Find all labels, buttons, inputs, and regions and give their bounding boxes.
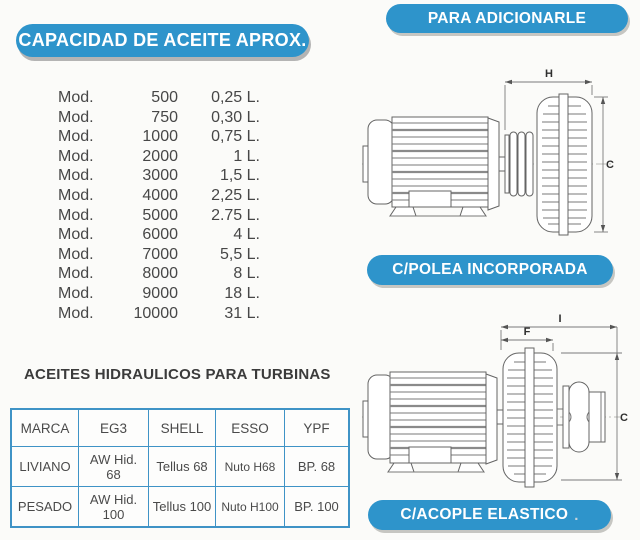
capacity-model-label: Mod. xyxy=(58,226,94,244)
drum-center-band xyxy=(525,348,534,487)
motor-foot xyxy=(388,463,414,472)
capacity-row xyxy=(58,166,260,186)
capacity-model-label: Mod. xyxy=(58,245,94,263)
capacity-liters: 2.75 L. xyxy=(211,206,260,224)
oils-header-shell: SHELL xyxy=(149,409,216,447)
dimension-f xyxy=(501,326,553,351)
dim-label-i: I xyxy=(558,313,562,325)
motor-foot xyxy=(390,207,416,216)
capacity-liters: 4 L. xyxy=(233,226,260,244)
oils-cell: BP. 100 xyxy=(285,487,350,528)
oils-header-esso: ESSO xyxy=(216,409,285,447)
oils-cell: AW Hid. 68 xyxy=(79,447,149,487)
capacity-model-number: 8000 xyxy=(142,265,178,283)
capacity-liters: 5,5 L. xyxy=(219,245,260,263)
oils-header-row xyxy=(11,409,349,447)
capacity-model-label: Mod. xyxy=(58,108,94,126)
banner-top-label: PARA ADICIONARLE xyxy=(427,9,587,27)
capacity-table xyxy=(58,88,260,323)
oils-cell: Tellus 68 xyxy=(149,447,216,487)
dimension-c xyxy=(594,97,614,232)
capacity-row xyxy=(58,284,260,304)
polea-incorporada-banner xyxy=(367,255,613,285)
banner-middle-label: C/POLEA INCORPORADA xyxy=(392,261,588,278)
para-adicionarle-banner xyxy=(386,4,628,33)
capacity-row xyxy=(58,108,260,128)
oils-row-liviano xyxy=(11,447,349,487)
dim-label-h: H xyxy=(545,68,553,80)
elastic-coupling-drawing xyxy=(557,382,605,452)
oils-header-eg3: EG3 xyxy=(79,409,149,447)
capacity-model-label: Mod. xyxy=(58,265,94,283)
oils-row-pesado xyxy=(11,487,349,528)
capacity-liters: 31 L. xyxy=(224,304,260,322)
dim-label-f: F xyxy=(523,326,531,338)
oils-table xyxy=(10,408,350,528)
drum-center-band xyxy=(559,94,568,235)
capacity-model-number: 5000 xyxy=(142,206,178,224)
capacity-model-number: 1000 xyxy=(142,128,178,146)
capacity-model-label: Mod. xyxy=(58,304,94,322)
oils-cell: Nuto H68 xyxy=(216,447,285,487)
motor-drawing xyxy=(363,372,503,472)
capacity-model-label: Mod. xyxy=(58,186,94,204)
capacity-model-number: 10000 xyxy=(133,304,178,322)
oils-header-marca: MARCA xyxy=(11,409,79,447)
capacity-liters: 0,75 L. xyxy=(211,128,260,146)
coupling-hub xyxy=(589,392,605,442)
motor-drawing xyxy=(363,117,505,216)
turbine-drum-drawing xyxy=(537,94,592,235)
dim-label-c: C xyxy=(606,159,614,171)
capacity-liters: 2,25 L. xyxy=(211,186,260,204)
banner-bottom-dot: . xyxy=(574,506,579,524)
coupling-body xyxy=(569,382,589,452)
oils-section-title: ACEITES HIDRAULICOS PARA TURBINAS xyxy=(24,366,331,383)
oils-cell: Tellus 100 xyxy=(149,487,216,528)
capacity-liters: 8 L. xyxy=(233,265,260,283)
capacity-liters: 18 L. xyxy=(224,284,260,302)
dim-label-c: C xyxy=(620,412,628,424)
shaft xyxy=(497,410,503,424)
capacity-model-number: 4000 xyxy=(142,186,178,204)
capacity-liters: 0,30 L. xyxy=(211,108,260,126)
capacity-row xyxy=(58,186,260,206)
capacity-row xyxy=(58,304,260,324)
capacity-model-label: Mod. xyxy=(58,89,94,106)
capacity-model-number: 7000 xyxy=(142,245,178,263)
motor-foot xyxy=(460,207,486,216)
pulley-drawing xyxy=(505,132,533,196)
capacity-liters: 1 L. xyxy=(233,147,260,165)
capacity-model-number: 2000 xyxy=(142,147,178,165)
motor-with-elastic-coupling-diagram xyxy=(362,300,628,495)
coupling-flange xyxy=(563,386,569,448)
capacity-model-label: Mod. xyxy=(58,167,94,185)
capacity-title: CAPACIDAD DE ACEITE APROX. xyxy=(18,30,307,50)
banner-bottom-label: C/ACOPLE ELASTICO xyxy=(400,506,569,523)
capacity-model-label: Mod. xyxy=(58,284,94,302)
capacity-row xyxy=(58,88,260,108)
capacity-row xyxy=(58,127,260,147)
oils-cell: PESADO xyxy=(11,487,79,528)
capacity-model-label: Mod. xyxy=(58,206,94,224)
oils-cell: LIVIANO xyxy=(11,447,79,487)
oils-cell: AW Hid. 100 xyxy=(79,487,149,528)
capacity-row xyxy=(58,264,260,284)
capacity-row xyxy=(58,245,260,265)
capacity-liters: 0,25 L. xyxy=(211,89,260,106)
dimension-i xyxy=(501,313,617,350)
acople-elastico-banner xyxy=(368,500,611,530)
shaft xyxy=(499,157,505,171)
capacity-title-banner xyxy=(16,24,309,57)
capacity-model-number: 3000 xyxy=(142,167,178,185)
motor-with-pulley-diagram xyxy=(362,58,616,243)
oils-cell: Nuto H100 xyxy=(216,487,285,528)
capacity-model-number: 9000 xyxy=(142,284,178,302)
motor-foot xyxy=(458,463,484,472)
capacity-row xyxy=(58,206,260,226)
capacity-model-label: Mod. xyxy=(58,128,94,146)
capacity-row xyxy=(58,225,260,245)
capacity-model-label: Mod. xyxy=(58,147,94,165)
capacity-row xyxy=(58,147,260,167)
capacity-model-number: 6000 xyxy=(142,226,178,244)
oils-cell: BP. 68 xyxy=(285,447,350,487)
capacity-model-number: 750 xyxy=(151,108,178,126)
turbine-drum-drawing xyxy=(503,348,557,487)
capacity-model-number: 500 xyxy=(151,89,178,106)
capacity-liters: 1,5 L. xyxy=(219,167,260,185)
oils-header-ypf: YPF xyxy=(285,409,350,447)
